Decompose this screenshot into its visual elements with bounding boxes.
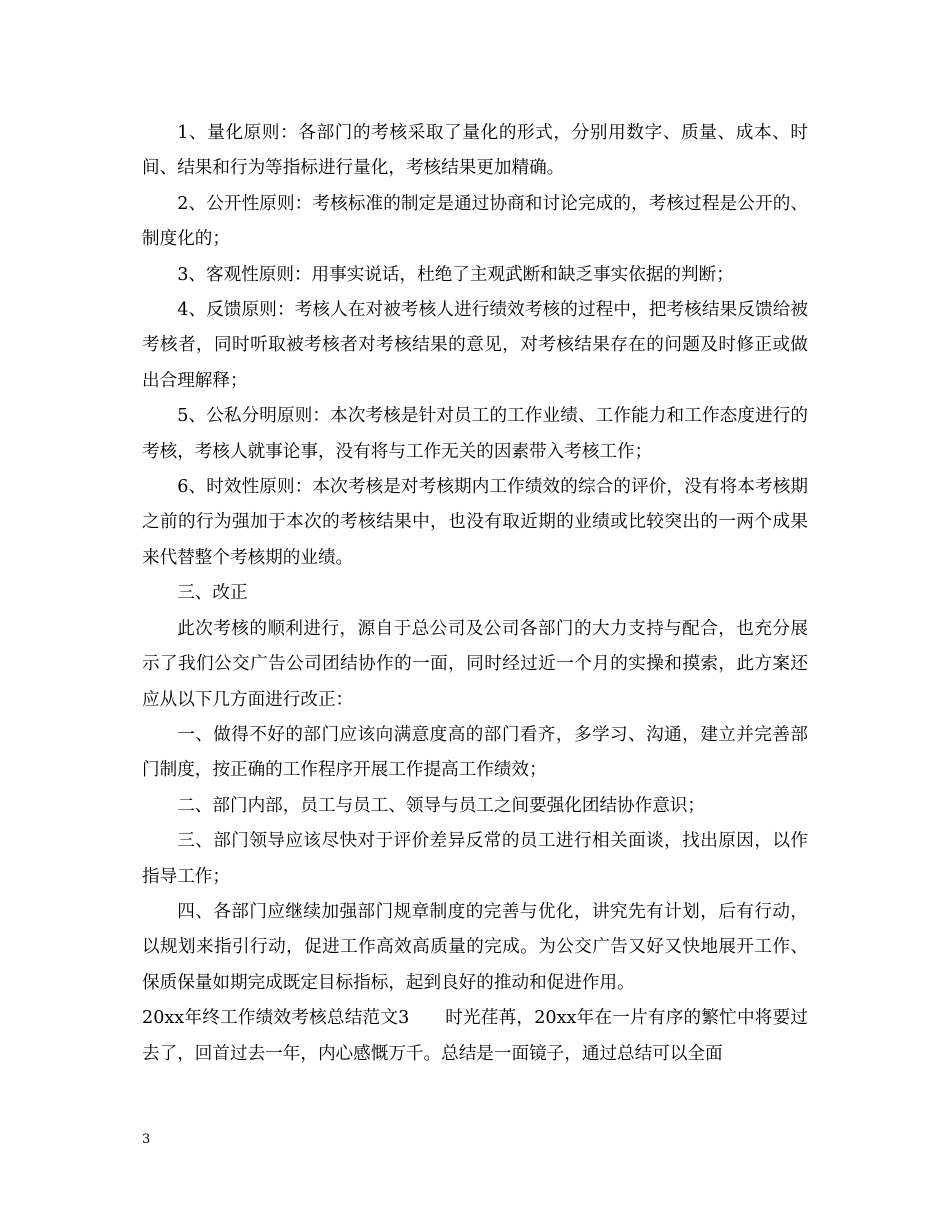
correction-item-1: 一、做得不好的部门应该向满意度高的部门看齐，多学习、沟通，建立并完善部门制度，按正确的工作程序开展工作提高工作绩效；: [142, 724, 808, 781]
principle-impartiality: 5、公私分明原则：本次考核是针对员工的工作业绩、工作能力和工作态度进行的考核，考核人就事论事，没有将与工作无关的因素带入考核工作；: [142, 406, 808, 462]
page-number: 3: [142, 1132, 151, 1147]
principle-quantification: 1、量化原则：各部门的考核采取了量化的形式，分别用数字、质量、成本、时间、结果和行为等指标进行量化，考核结果更加精确。: [142, 123, 808, 179]
document-body: [142, 116, 808, 1072]
principle-timeliness: 6、时效性原则：本次考核是对考核期内工作绩效的综合的评价，没有将本考核期之前的行为强加于本次的考核结果中，也没有取近期的业绩或比较突出的一两个成果来代替整个考核期的业绩。: [142, 477, 808, 568]
principle-openness: 2、公开性原则：考核标准的制定是通过协商和讨论完成的，考核过程是公开的、制度化的；: [142, 193, 808, 250]
correction-item-2: 二、部门内部，员工与员工、领导与员工之间要强化团结协作意识；: [177, 795, 706, 816]
principle-objectivity: 3、客观性原则：用事实说话，杜绝了主观武断和缺乏事实依据的判断；: [177, 264, 734, 285]
section-heading-correction: 三、改正: [177, 583, 248, 604]
principle-feedback: 4、反馈原则：考核人在对被考核人进行绩效考核的过程中，把考核结果反馈给被考核者，同时听取被考核者对考核结果的意见，对考核结果存在的问题及时修正或做出合理解释；: [142, 300, 808, 391]
correction-item-4: 四、各部门应继续加强部门规章制度的完善与优化，讲究先有计划，后有行动，以规划来指引行动，促进工作高效高质量的完成。为公交广告又好又快地展开工作、保质保量如期完成既定目标指标，起到良好的推动和促进作用。: [142, 901, 808, 993]
correction-item-3: 三、部门领导应该尽快对于评价差异反常的员工进行相关面谈，找出原因，以作指导工作；: [142, 831, 808, 887]
next-article-start: 20xx年终工作绩效考核总结范文3 时光荏苒，20xx年在一片有序的繁忙中将要过去了，回首过去一年，内心感慨万千。总结是一面镜子，通过总结可以全面: [142, 1008, 808, 1064]
correction-intro: 此次考核的顺利进行，源自于总公司及公司各部门的大力支持与配合，也充分展示了我们公交广告公司团结协作的一面，同时经过近一个月的实操和摸索，此方案还应从以下几方面进行改正：: [142, 618, 808, 710]
